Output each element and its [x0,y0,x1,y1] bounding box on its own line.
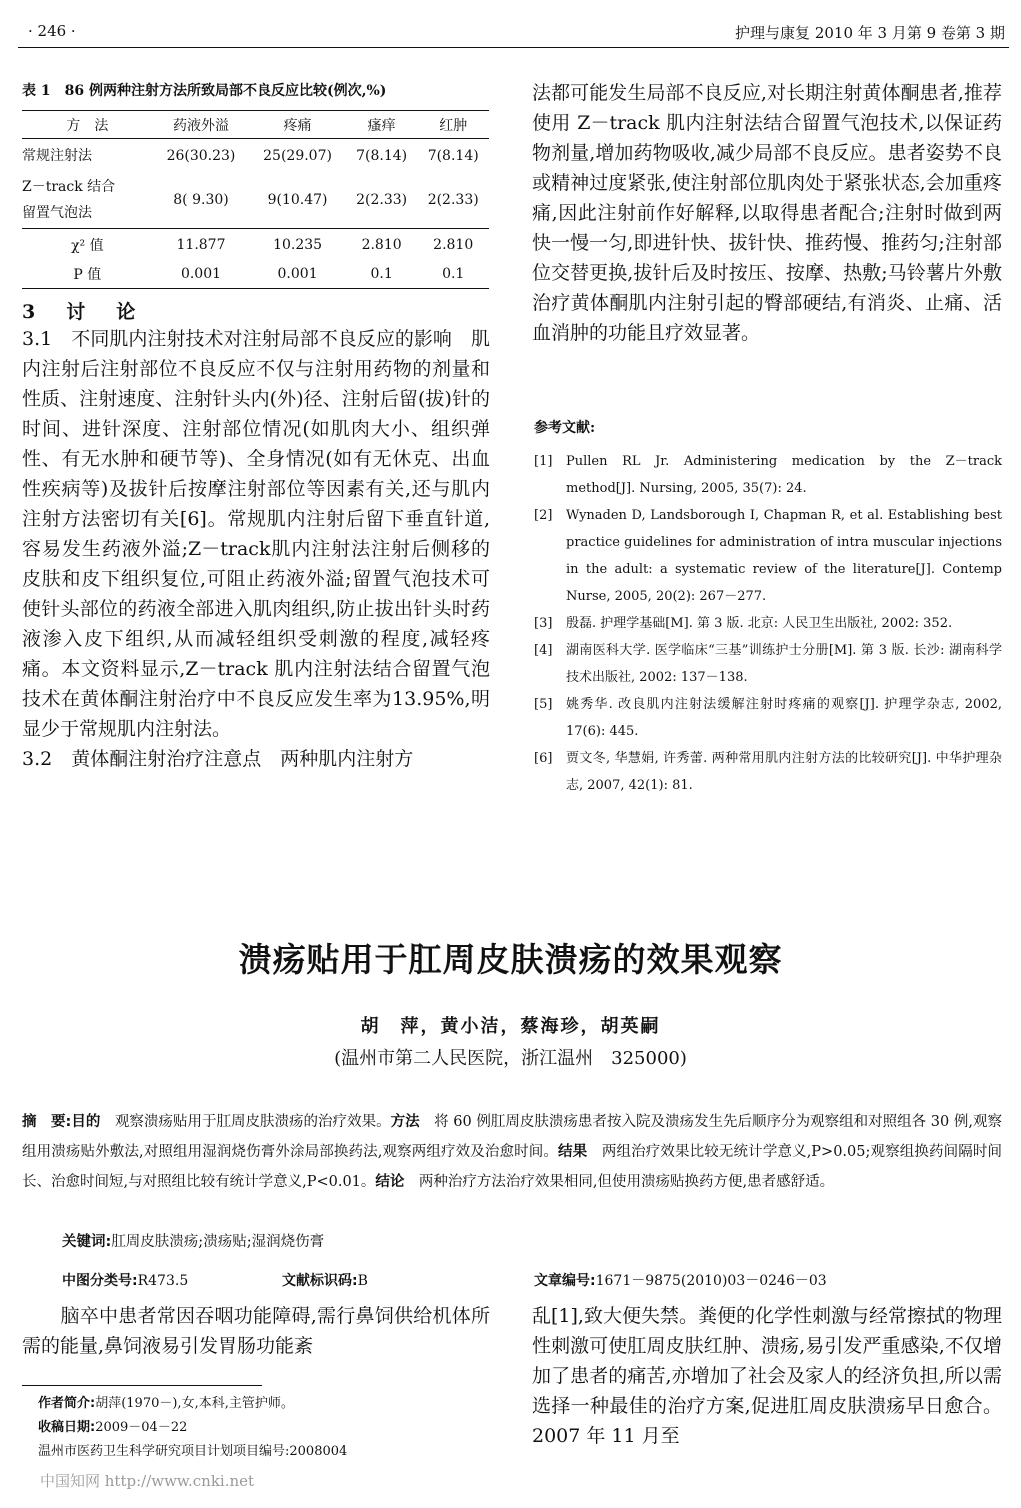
reference-number: [3] [534,616,553,631]
abstract [22,1107,1002,1197]
reference-number: [2] [534,508,553,523]
column-header: 瘙痒 [346,111,418,139]
article-body-left: 脑卒中患者常因吞咽功能障碍,需行鼻饲供给机体所需的能量,鼻饲液易引发胃肠功能紊 [22,1305,490,1357]
journal-header: 护理与康复 2010 年 3 月第 9 卷第 3 期 [735,24,1005,42]
paragraph-3-2: 3.2 黄体酮注射治疗注意点 两种肌内注射方 [22,748,414,770]
article-affiliation: (温州市第二人民医院，浙江温州 325000) [334,1048,687,1069]
row-label: 常规注射法 [22,147,92,164]
clc-number [62,1270,188,1290]
article-number [534,1270,827,1290]
header-rule [18,47,1009,48]
table-cell: 10.235 [273,236,323,253]
table-cell: 2.810 [433,236,474,253]
received-date [38,1416,347,1440]
reference-text: 姚秀华. 改良肌内注射法缓解注射时疼痛的观察[J]. 护理学杂志, 2002, 17(6): 445. [566,697,1002,739]
table-row [22,229,489,261]
result-label: 结果 [558,1144,588,1160]
row-label: χ² 值 [71,237,104,254]
footnote-rule [22,1385,262,1386]
table-cell: 2.810 [361,236,402,253]
reference-number: [5] [534,697,553,712]
table-cell: 2(2.33) [346,173,418,229]
watermark: 中国知网 http://www.cnki.net [40,1472,255,1490]
reference-item [534,637,1002,691]
column-header: 方 法 [22,111,153,139]
table-cell: 25(29.07) [263,147,332,164]
keywords-text: 肛周皮肤溃疡;溃疡贴;湿润烧伤膏 [111,1234,325,1250]
comparison-table [22,110,489,289]
reference-item [534,745,1002,799]
table-cell: 11.877 [176,236,226,253]
table-row [22,173,489,229]
row-label: Z－track 结合 留置气泡法 [22,173,153,229]
keywords [62,1230,324,1251]
received-label: 收稿日期: [38,1420,96,1435]
artno-label: 文章编号: [534,1273,596,1289]
conclusion-text: 两种治疗方法治疗效果相同,但使用溃疡贴换药方便,患者感舒适。 [404,1174,835,1190]
clc-label: 中图分类号: [62,1273,138,1289]
table-cell: 8( 9.30) [153,173,250,229]
conclusion-label: 结论 [375,1174,405,1190]
doccode-value: B [357,1273,368,1289]
reference-item [534,448,1002,502]
abstract-label: 摘 要: [22,1114,72,1130]
section-heading: 3 讨 论 [22,301,142,323]
paragraph-3-1: 3.1 不同肌内注射技术对注射局部不良反应的影响 肌内注射后注射部位不良反应不仅与注射用药物的剂量和性质、注射速度、注射针头内(外)径、注射后留(拔)针的时间、进针深度、注射部位情况(如肌肉大小、组织弹性、有无水肿和硬节等)、全身情况(如有无休克、出血性疾病等)及拔针后按摩注射部位等因素有关,还与肌内注射方法密切有关[6]。常规肌内注射后留下垂直针道,容易发生药液外溢;Z－track肌内注射法注射后侧移的皮肤和皮下组织复位,可阻止药液外溢;留置气泡技术可使针头部位的药液全部进入肌肉组织,防止拔出针头时药液渗入皮下组织,从而减轻组织受刺激的程度,减轻疼痛。本文资料显示,Z－track 肌内注射法结合留置气泡技术在黄体酮注射治疗中不良反应发生率为13.95%,明显少于常规肌内注射法。 [22,328,490,740]
funding-note: 温州市医药卫生科学研究项目计划项目编号:2008004 [38,1444,348,1459]
footnote [38,1392,347,1464]
column-header: 药液外溢 [153,111,250,139]
table-row [22,261,489,289]
table-cell: 2(2.33) [417,173,489,229]
reference-text: Wynaden D, Landsborough I, Chapman R, et al. Establishing best practice guidelines for administration of intra muscular injections in the adult: a systematic review of the literature[J]. Contemp Nurse, 2005, 20(2): 267－277. [566,508,1002,604]
column-header: 疼痛 [249,111,346,139]
reference-list [534,448,1002,799]
result-text: 两组治疗效果比较无统计学意义,P>0.05;观察组换药间隔时间长、治愈时间短,与对照组比较有统计学意义,P<0.01。 [22,1144,1003,1190]
table-cell: 7(8.14) [356,147,408,164]
reference-text: 湖南医科大学. 医学临床“三基”训练护士分册[M]. 第 3 版. 长沙: 湖南科学技术出版社, 2002: 137－138. [566,643,1002,685]
clc-value: R473.5 [137,1273,189,1289]
article-authors: 胡 萍，黄小洁，蔡海珍，胡英嗣 [360,1016,661,1037]
table-row [22,139,489,173]
reference-number: [6] [534,751,553,766]
table-cell: 9(10.47) [249,173,346,229]
article-body-right: 乱[1],致大便失禁。粪便的化学性刺激与经常擦拭的物理性刺激可使肛周皮肤红肿、溃疡,易引发严重感染,不仅增加了患者的痛苦,亦增加了社会及家人的经济负担,所以需选择一种最佳的治疗方案,促进肛周皮肤溃疡早日愈合。2007 年 11 月至 [532,1305,1002,1447]
row-label: P 值 [22,261,153,289]
author-note-label: 作者简介: [38,1396,96,1411]
keywords-label: 关键词: [62,1234,112,1250]
reference-item [534,502,1002,610]
table-cell: 0.001 [153,261,250,289]
method-label: 方法 [390,1114,420,1130]
reference-number: [1] [534,454,553,469]
section-3-body [22,324,490,774]
doccode-label: 文献标识码: [282,1273,358,1289]
reference-text: 贾文冬, 华慧娟, 许秀蕾. 两种常用肌内注射方法的比较研究[J]. 中华护理杂志, 2007, 42(1): 81. [566,751,1002,793]
artno-value: 1671－9875(2010)03－0246－03 [595,1273,827,1289]
right-column-text: 法都可能发生局部不良反应,对长期注射黄体酮患者,推荐使用 Z－track 肌内注射法结合留置气泡技术,以保证药物剂量,增加药物吸收,减少局部不良反应。患者姿势不良或精神过度紧张,使注射部位肌肉处于紧张状态,会加重疼痛,因此注射前作好解释,以取得患者配合;注射时做到两快一慢一匀,即进针快、拔针快、推药慢、推药匀;注射部位交替更换,拔针后及时按压、按摩、热敷;马铃薯片外敷治疗黄体酮肌内注射引起的臀部硬结,有消炎、止痛、活血消肿的功能且疗效显著。 [532,82,1002,344]
table-cell: 0.1 [417,261,489,289]
table-cell: 0.1 [346,261,418,289]
reference-text: Pullen RL Jr. Administering medication by the Z－track method[J]. Nursing, 2005, 35(7): 24. [566,454,1002,496]
article-title: 溃疡贴用于肛周皮肤溃疡的效果观察 [238,940,783,979]
author-note [38,1392,347,1416]
reference-item [534,610,1002,637]
objective-text: 观察溃疡贴用于肛周皮肤溃疡的治疗效果。 [100,1114,391,1130]
method-text: 将 60 例肛周皮肤溃疡患者按入院及溃疡发生先后顺序分为观察组和对照组各 30 例,观察组用溃疡贴外敷法,对照组用湿润烧伤膏外涂局部换药法,观察两组疗效及治愈时间。 [22,1114,1003,1160]
document-code [282,1270,368,1290]
references-title: 参考文献: [534,420,596,436]
table-cell: 7(8.14) [427,147,479,164]
page-number: · 246 · [28,22,76,40]
reference-number: [4] [534,643,553,658]
author-note-text: 胡萍(1970－),女,本科,主管护师。 [95,1396,294,1411]
reference-text: 殷磊. 护理学基础[M]. 第 3 版. 北京: 人民卫生出版社, 2002: 352. [566,616,953,631]
reference-item [534,691,1002,745]
received-value: 2009－04－22 [95,1420,188,1435]
column-header: 红肿 [417,111,489,139]
table-cell: 0.001 [249,261,346,289]
table-cell: 26(30.23) [166,147,236,164]
objective-label: 目的 [71,1114,101,1130]
table-caption: 表 1 86 例两种注射方法所致局部不良反应比较(例次,%) [22,83,387,99]
